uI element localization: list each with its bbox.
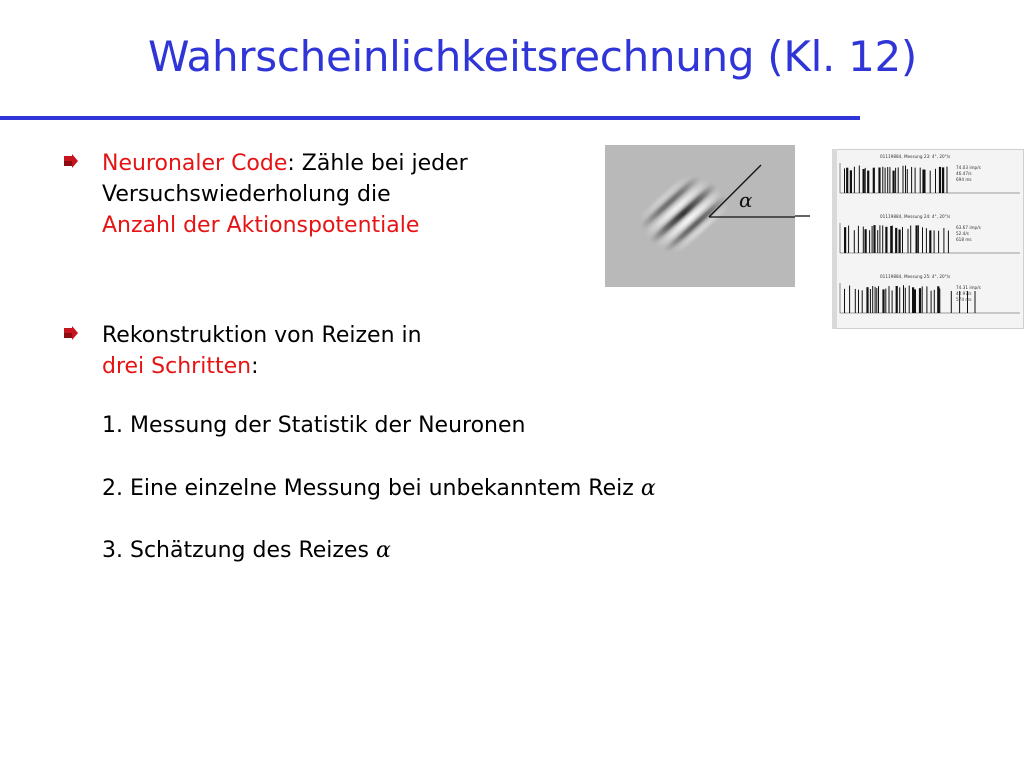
- spike-mark: [872, 286, 873, 313]
- bullet-arrow-icon: [64, 326, 78, 340]
- bullet1-after-term: : Zähle bei jeder: [287, 151, 468, 176]
- spike-mark: [885, 168, 886, 193]
- bullet-arrow-icon: [64, 154, 78, 168]
- spike-mark: [889, 286, 890, 313]
- title-underline: [0, 116, 860, 120]
- step-2-text: 2. Eine einzelne Messung bei unbekanntem Reiz: [102, 476, 634, 501]
- spike-mark: [937, 286, 939, 313]
- spike-mark: [849, 286, 850, 314]
- step-1: [102, 413, 525, 438]
- spike-mark: [875, 287, 876, 313]
- spike-mark: [878, 168, 880, 194]
- bullet2-line2: [102, 351, 662, 382]
- bullet1-term: Neuronaler Code: [102, 151, 288, 176]
- spike-mark: [975, 291, 976, 313]
- spike-mark: [863, 227, 864, 253]
- spike-mark: [903, 285, 904, 313]
- spike-mark: [951, 291, 952, 313]
- spike-mark: [865, 168, 866, 193]
- spike-mark: [947, 167, 948, 193]
- step-1-text: 1. Messung der Statistik der Neuronen: [102, 413, 526, 438]
- spike-mark: [859, 166, 860, 194]
- spike-mark: [931, 291, 932, 313]
- spike-raster-svg: [832, 149, 1024, 329]
- spike-mark: [882, 167, 883, 193]
- spike-mark: [935, 169, 936, 193]
- spike-mark: [938, 231, 939, 253]
- spike-mark: [925, 170, 926, 193]
- spike-mark: [866, 287, 868, 313]
- spike-mark: [895, 168, 896, 193]
- raster-panel-stat: 618 ms: [956, 237, 972, 242]
- spike-mark: [863, 169, 865, 193]
- spike-mark: [850, 170, 852, 193]
- spike-mark: [870, 289, 871, 313]
- spike-mark: [939, 289, 940, 314]
- spike-mark: [914, 289, 916, 313]
- spike-mark: [922, 286, 923, 313]
- step-2: [102, 476, 656, 501]
- alpha-symbol: α: [640, 476, 656, 501]
- spike-mark: [854, 167, 855, 193]
- raster-panel-stat: 74.31 imp/s: [956, 285, 981, 290]
- page-title: Wahrscheinlichkeitsrechnung (Kl. 12): [148, 32, 918, 81]
- spike-mark: [909, 286, 910, 313]
- spike-mark: [922, 227, 923, 253]
- raster-panel-header: 01119884, Messung 25: 4°, 20°/s: [880, 274, 951, 279]
- spike-mark: [903, 166, 904, 193]
- spike-mark: [892, 226, 893, 254]
- spike-mark: [898, 167, 899, 193]
- spike-mark: [918, 225, 919, 253]
- spike-mark: [873, 168, 875, 193]
- spike-mark: [893, 171, 895, 193]
- spike-mark: [846, 168, 848, 193]
- spike-mark: [943, 228, 944, 253]
- spike-mark: [882, 225, 883, 253]
- bullet2-line1: Rekonstruktion von Reizen in: [102, 323, 422, 348]
- bullet2-after: :: [251, 354, 259, 379]
- raster-panel-stat: 63.67 imp/s: [956, 225, 981, 230]
- spike-mark: [887, 167, 888, 193]
- step-3-text: 3. Schätzung des Reizes: [102, 538, 369, 563]
- spike-mark: [876, 288, 877, 313]
- alpha-symbol: α: [375, 538, 391, 563]
- angle-alpha-label: α: [739, 188, 753, 212]
- spike-mark: [885, 289, 886, 313]
- bullet1-line2: Versuchswiederholung die: [102, 182, 391, 207]
- spike-mark: [869, 230, 870, 253]
- bullet1-line3: Anzahl der Aktionspotentiale: [102, 213, 420, 238]
- spike-mark: [844, 289, 845, 313]
- spike-mark: [920, 168, 921, 193]
- raster-panel-stat: 694 ms: [956, 177, 972, 182]
- spike-mark: [905, 166, 906, 194]
- spike-mark: [910, 226, 911, 254]
- spike-mark: [895, 228, 897, 253]
- raster-panel-stat: 574 ms: [956, 297, 972, 302]
- angle-baseline-extension: [795, 215, 811, 219]
- step-3: [102, 538, 391, 563]
- spike-mark: [844, 168, 845, 193]
- spike-mark: [878, 286, 879, 313]
- spike-mark: [873, 225, 875, 253]
- spike-mark: [926, 286, 927, 313]
- spike-mark: [911, 167, 912, 193]
- spike-mark: [889, 167, 890, 193]
- spike-mark: [908, 229, 909, 253]
- spike-mark: [942, 167, 944, 193]
- spike-mark: [858, 226, 859, 253]
- spike-mark: [905, 288, 906, 313]
- spike-raster-figure: [832, 149, 1024, 329]
- spike-mark: [867, 171, 869, 193]
- raster-panel-stat: 74.03 imp/s: [956, 165, 981, 170]
- spike-mark: [934, 290, 935, 313]
- bullet1-line1: [102, 148, 662, 179]
- gabor-stimulus-figure: [605, 145, 795, 287]
- spike-mark: [939, 167, 941, 193]
- raster-panel-stat: 52.4/s: [956, 231, 969, 236]
- spike-mark: [855, 289, 856, 313]
- spike-mark: [892, 290, 893, 313]
- spike-mark: [858, 290, 859, 313]
- bullet2-highlight: drei Schritten: [102, 354, 252, 379]
- spike-mark: [865, 229, 867, 253]
- spike-mark: [896, 286, 898, 313]
- spike-mark: [877, 230, 878, 253]
- raster-frame: [833, 150, 1024, 329]
- spike-mark: [926, 228, 927, 253]
- spike-mark: [885, 227, 887, 253]
- spike-mark: [916, 225, 918, 253]
- spike-mark: [844, 227, 846, 253]
- raster-panel-header: 01119884, Messung 23: 4°, 20°/s: [880, 154, 951, 159]
- raster-edge: [832, 149, 837, 329]
- spike-mark: [848, 226, 849, 254]
- spike-mark: [882, 289, 884, 313]
- raster-panel-stat: 42.97/s: [956, 291, 972, 296]
- spike-mark: [930, 171, 931, 193]
- spike-mark: [899, 230, 901, 254]
- spike-mark: [879, 225, 880, 253]
- spike-mark: [899, 287, 900, 313]
- spike-mark: [902, 227, 903, 253]
- spike-mark: [854, 230, 855, 253]
- spike-mark: [948, 231, 949, 254]
- spike-mark: [872, 226, 873, 253]
- spike-mark: [922, 170, 924, 194]
- spike-mark: [907, 169, 908, 193]
- raster-panel-stat: 46.47/s: [956, 171, 972, 176]
- spike-mark: [929, 230, 931, 253]
- raster-panel-header: 01119884, Messung 24: 4°, 20°/s: [880, 214, 951, 219]
- spike-mark: [862, 290, 863, 313]
- spike-mark: [934, 230, 935, 253]
- spike-mark: [915, 168, 916, 193]
- spike-mark: [919, 288, 921, 313]
